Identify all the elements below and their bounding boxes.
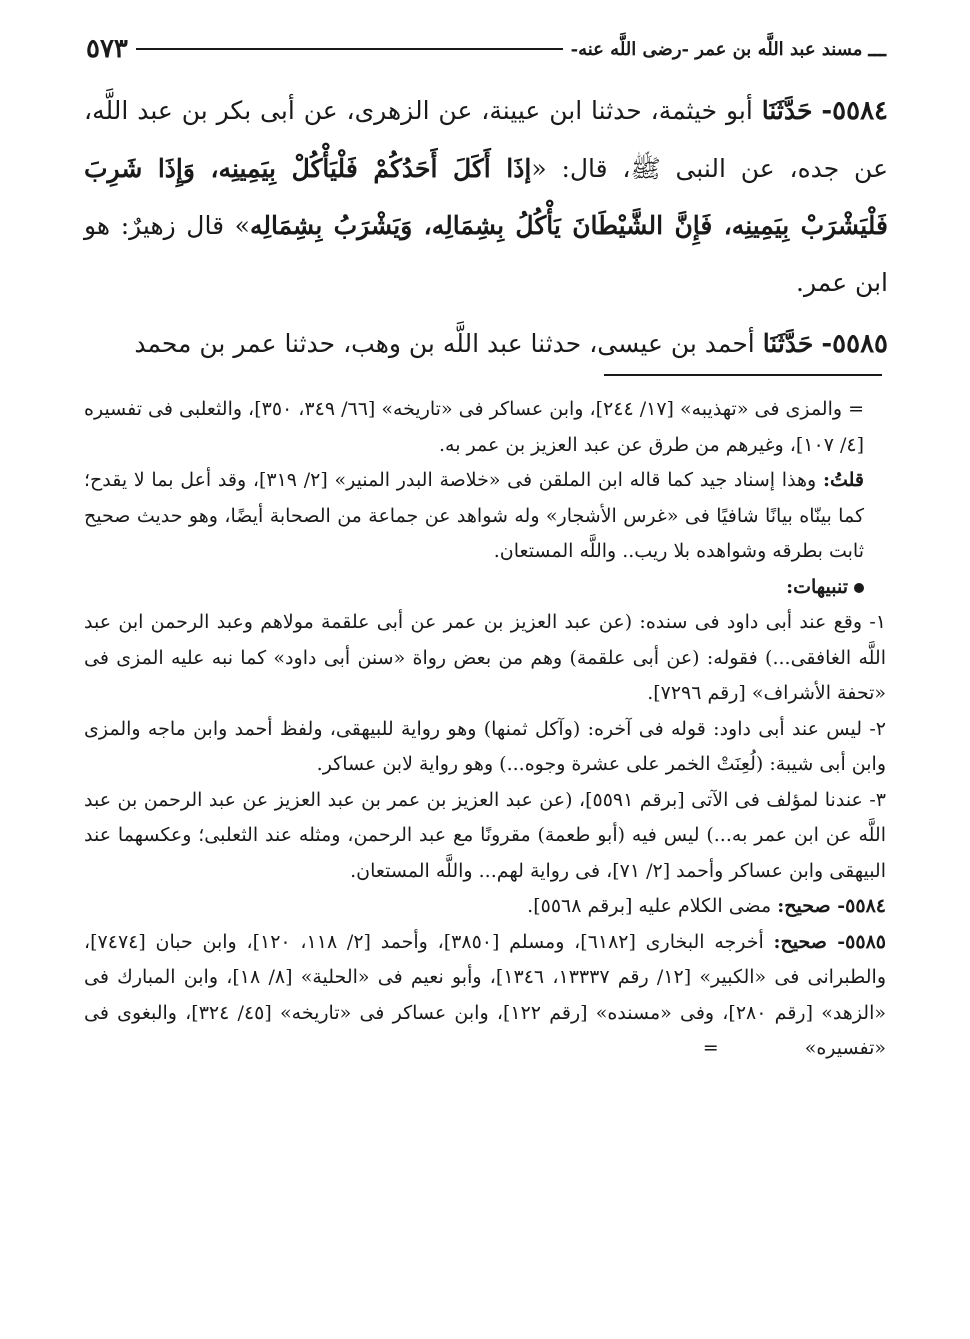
tanbih-1: ١- وقع عند أبى داود فى سنده: (عن عبد العزيز بن عمر عن أبى علقمة مولاهم وعبد الرحمن ابن عبد اللَّه الغافقى...) فقوله: (عن أبى علقمة) وهم من بعض رواة «سنن أبى داود» كما نبه عليه المزى فى «تحفة الأشراف» [رقم ٧٢٩٦]. xyxy=(84,611,886,704)
page-number: ٥٧٣ xyxy=(86,34,128,64)
note-continuation: = والمزى فى «تهذيبه» [١٧/ ٢٤٤]، وابن عساكر فى «تاريخه» [٦٦/ ٣٤٩، ٣٥٠]، والثعلبى فى تفسيره [٤/ ١٠٧]، وغيرهم من طرق عن عبد العزيز بن عمر به. xyxy=(84,398,864,456)
hadith-matn: إذَا أَكَلَ أَحَدُكُمْ فَلْيَأْكُلْ بِيَمِينِه، وَإِذَا شَرِبَ فَلْيَشْرَبْ بِيَمِينِه، فَإِنَّ الشَّيْطَانَ يَأْكُلُ بِشِمَالِه، وَيَشْرَبُ بِشِمَالِه xyxy=(84,154,888,240)
note-qult xyxy=(84,463,886,570)
header-dash: ـــ xyxy=(868,37,886,61)
hadith-5585 xyxy=(84,315,888,373)
tanbihat-heading xyxy=(84,570,886,606)
hadith-number: ٥٥٨٤- xyxy=(821,96,888,126)
footnote-separator xyxy=(604,374,882,376)
footnotes xyxy=(84,392,886,1067)
haddathana-word: حَدَّثَنَا xyxy=(761,96,813,125)
hadith-number: ٥٥٨٥- xyxy=(821,329,888,359)
takhrij-text: مضى الكلام عليه [برقم ٥٥٦٨]. xyxy=(527,895,778,917)
page-header xyxy=(86,34,886,64)
takhrij-label: ٥٥٨٤- صحيح: xyxy=(777,895,886,917)
main-text xyxy=(84,82,888,373)
takhrij-label: ٥٥٨٥- صحيح: xyxy=(773,930,886,953)
hadith-5584 xyxy=(84,82,888,311)
header-rule xyxy=(136,48,563,50)
qult-text: وهذا إسناد جيد كما قاله ابن الملقن فى «خلاصة البدر المنير» [٢/ ٣١٩]، وقد أعل بما لا يقدح؛ كما بينّاه بيانًا شافيًا فى «غرس الأشجار» وله شواهد عن جماعة من الصحابة أيضًا، وهو حديث صحيح ثابت بطرقه وشواهده بلا ريب.. واللَّه المستعان. xyxy=(84,469,864,562)
qult-label: قلتُ: xyxy=(822,469,864,491)
takhrij-5584 xyxy=(84,889,886,925)
takhrij-text: أخرجه البخارى [٦١٨٢]، ومسلم [٣٨٥٠]، وأحمد [٢/ ١١٨، ١٢٠]، وابن حبان [٧٤٧٤]، والطبرانى فى «الكبير» [١٢/ رقم ١٣٣٣٧، ١٣٤٦]، وأبو نعيم فى «الحلية» [٨/ ١٨]، وابن المبارك فى «الزهد» [رقم ٢٨٠]، وفى «مسنده» [رقم ١٢٢]، وابن عساكر فى «تاريخه» [٤٥/ ٣٢٤]، والبغوى فى «تفسيره» xyxy=(84,930,886,1059)
tanbih-3: ٣- عندنا لمؤلف فى الآتى [برقم ٥٥٩١]، (عن عبد العزيز بن عمر بن عبد العزيز عن عبد الرحمن بن عبد اللَّه عن ابن عمر به...) ليس فيه (أبو طعمة) مقرونًا مع عبد الرحمن، ومثله عند الثعلبى؛ وعكسهما عند البيهقى وابن عساكر وأحمد [٢/ ٧١]، فى رواية لهم... واللَّه المستعان. xyxy=(84,788,886,882)
hadith-tail: » قال زهيرٌ: هو ابن عمر. xyxy=(84,211,888,297)
tanbihat-label: تنبيهات: xyxy=(786,575,848,598)
haddathana-word: حَدَّثَنَا xyxy=(762,329,814,358)
running-title: مسند عبد اللَّه بن عمر -رضى اللَّه عنه- xyxy=(570,38,863,60)
hadith-isnad: أبو خيثمة، حدثنا ابن عيينة، عن الزهرى، عن أبى بكر بن عبد اللَّه، عن جده، عن النبى ﷺ، قال: « xyxy=(84,96,889,183)
tanbih-2: ٢- ليس عند أبى داود: قوله فى آخره: (وآكل ثمنها) وهو رواية للبيهقى، ولفظ أحمد وابن ماجه والمزى وابن أبى شيبة: (لُعِنَتْ الخمر على عشرة وجوه...) وهو رواية لابن عساكر. xyxy=(84,717,886,775)
hadith-isnad: أحمد بن عيسى، حدثنا عبد اللَّه بن وهب، حدثنا عمر بن محمد xyxy=(134,329,763,358)
continuation-mark: = xyxy=(702,1037,719,1059)
takhrij-5585 xyxy=(84,925,886,1067)
bullet-icon xyxy=(854,583,864,593)
